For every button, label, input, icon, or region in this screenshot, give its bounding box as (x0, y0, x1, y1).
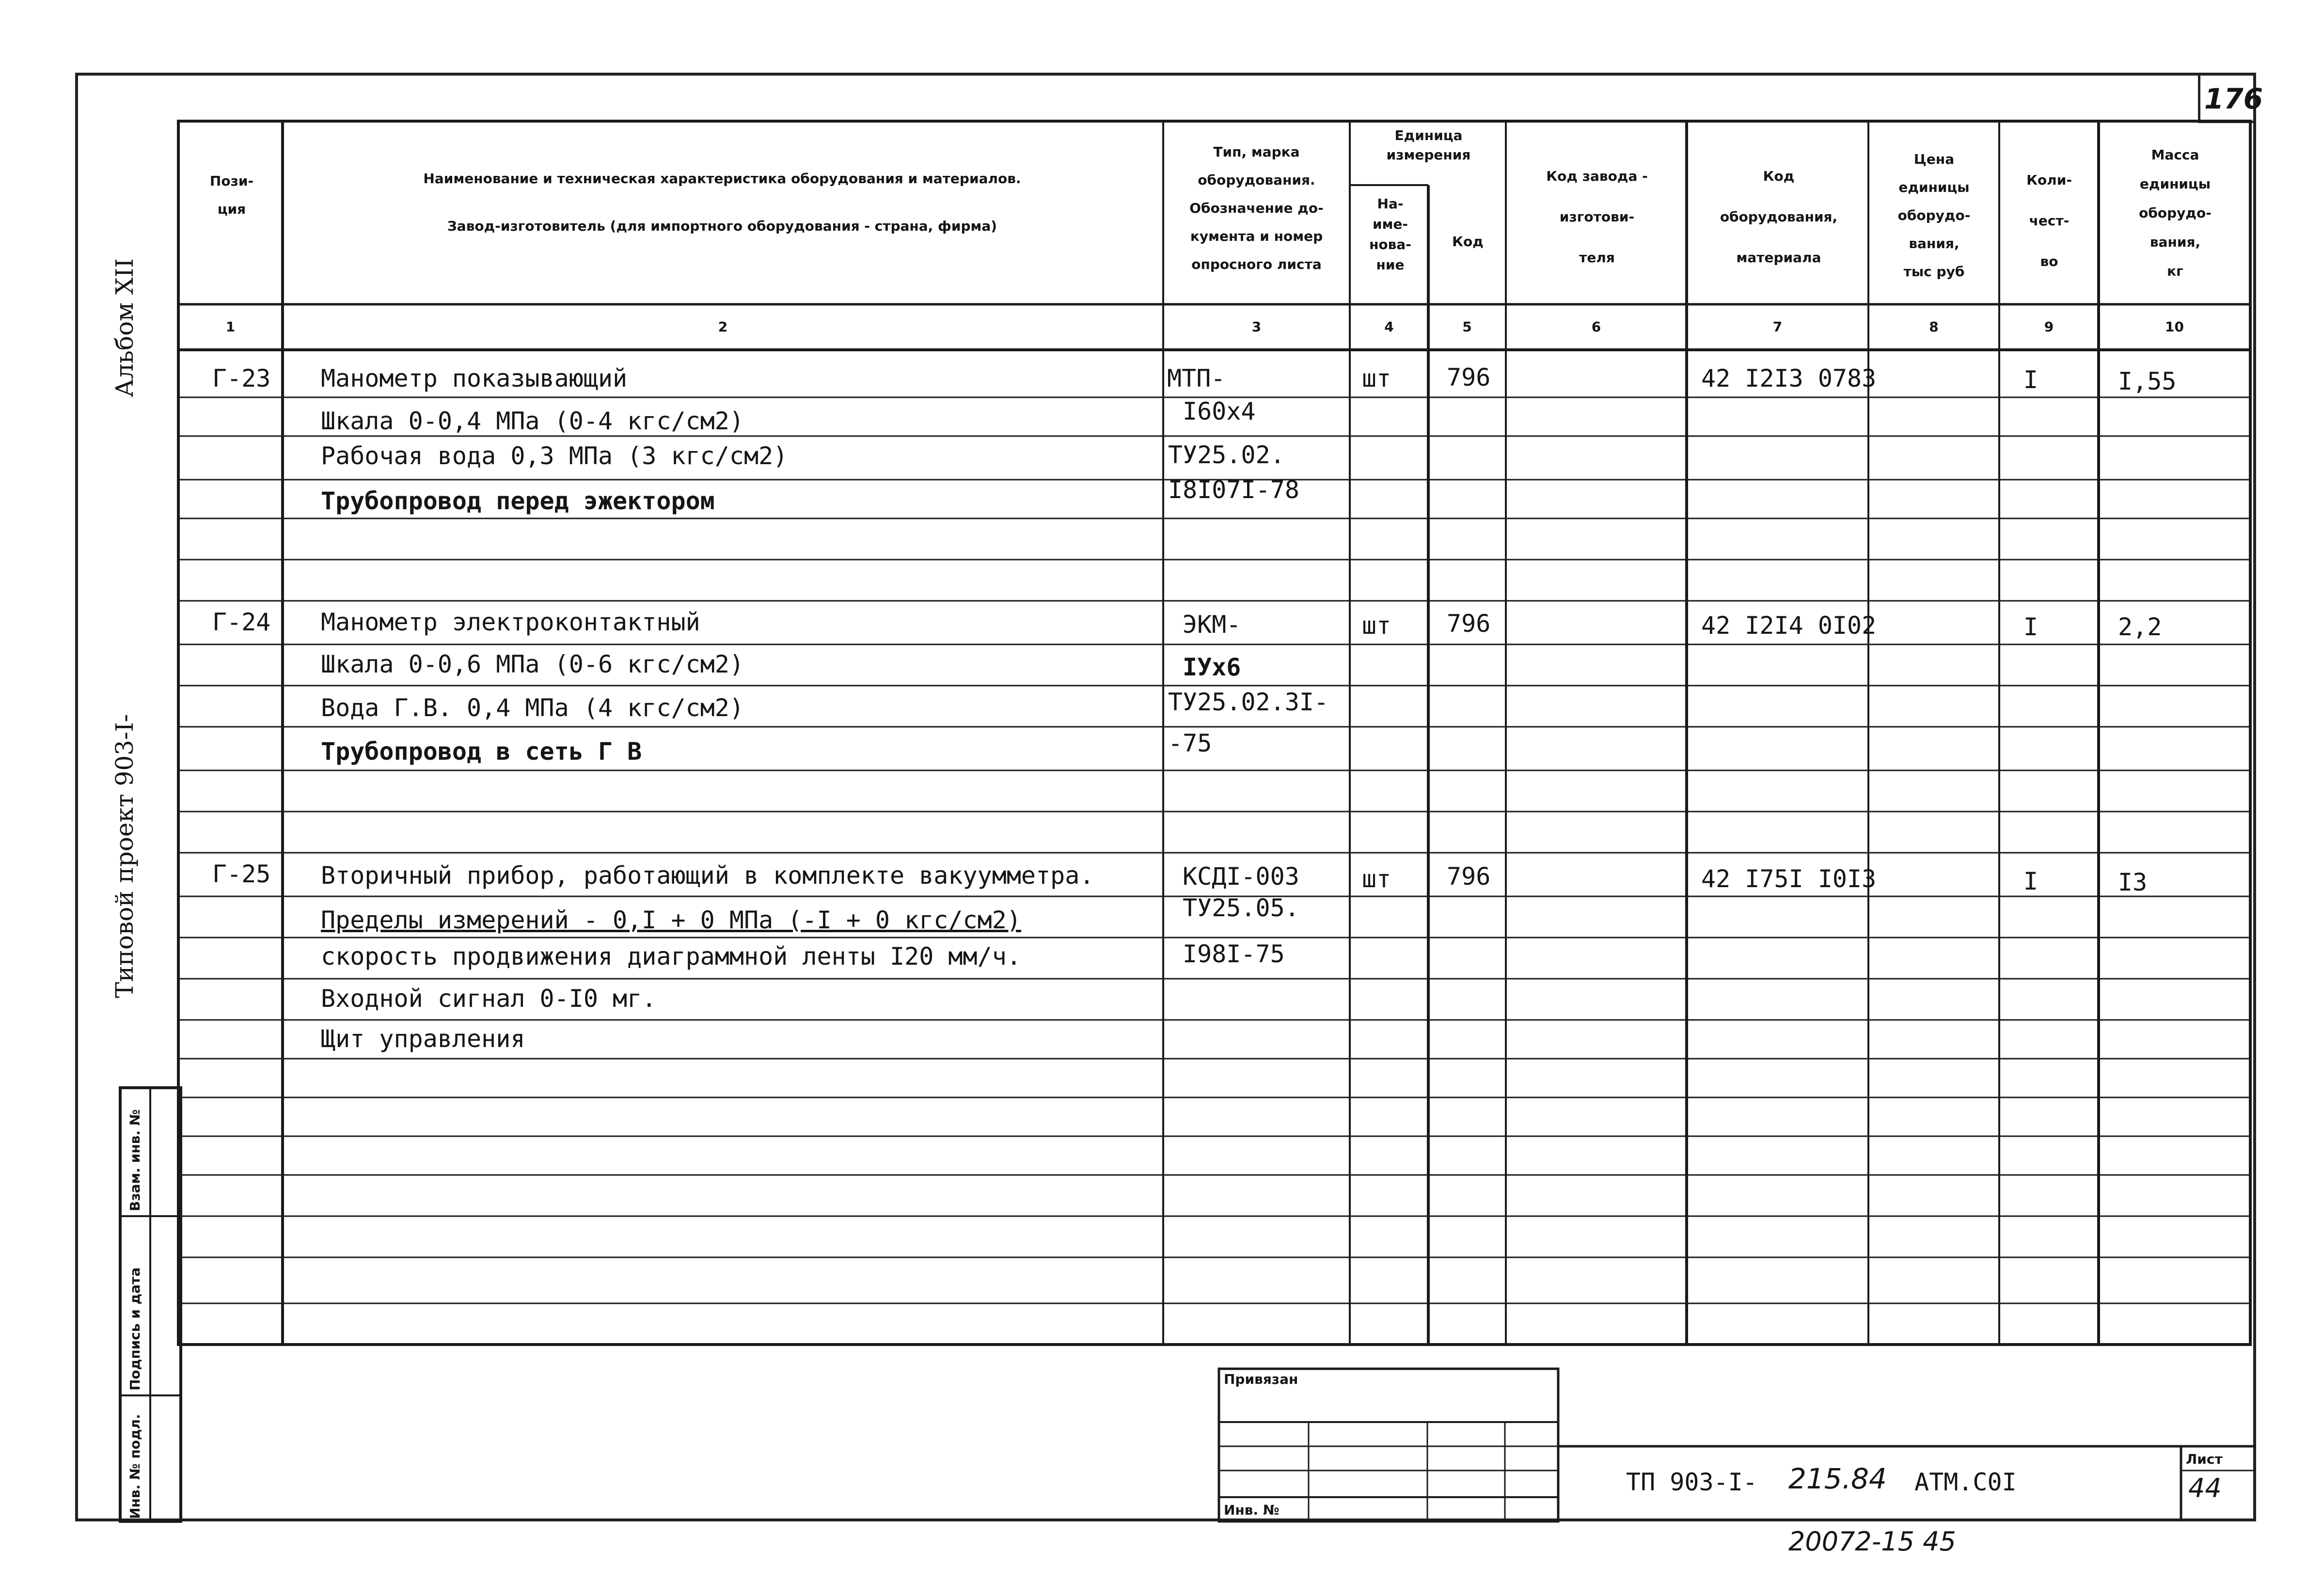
header-type: Тип, марка оборудования. Обозначение до- кумента и номер опросного листа (1189, 144, 1324, 272)
row-material-code: 42 I2I3 0783 (1701, 364, 1877, 392)
col-num: 7 (1772, 319, 1783, 335)
row-position: Г-24 (212, 608, 271, 636)
row-type: IУх6 (1183, 653, 1241, 681)
header-material-code: Код оборудования, материала (1720, 168, 1838, 266)
col-num: 9 (2044, 319, 2054, 335)
doc-mark: АТМ.С0I (1914, 1468, 2017, 1496)
col-num: 6 (1591, 319, 1601, 335)
col-num: 2 (718, 319, 728, 335)
stamp-vzam: Взам. инв. № (127, 1109, 143, 1211)
header-position: Пози- ция (209, 173, 254, 217)
col-num: 3 (1251, 319, 1262, 335)
row-position: Г-25 (212, 860, 271, 888)
row-code: 796 (1447, 862, 1491, 891)
row-type: I98I-75 (1183, 940, 1285, 968)
row-name: Вторичный прибор, работающий в комплекте вакуумметра. (321, 861, 1094, 890)
row-quantity: I (2023, 867, 2038, 895)
row-type: ТУ25.02.3I- (1168, 688, 1329, 716)
inv-no-label: Инв. № (1224, 1502, 1280, 1518)
row-mass: 2,2 (2118, 613, 2162, 641)
row-type: ТУ25.05. (1183, 894, 1299, 922)
row-material-code: 42 I2I4 0I02 (1701, 611, 1877, 640)
row-name: Щит управления (321, 1025, 525, 1053)
header-unit-name: На- име- нова- ние (1369, 196, 1411, 273)
header-unit-group: Единица измерения (1386, 127, 1471, 163)
row-name: Шкала 0-0,4 МПа (0-4 кгс/см2) (321, 407, 744, 435)
stamp-inv-podl: Инв. № подл. (127, 1414, 143, 1519)
header-name-line2: Завод-изготовитель (для импортного оборудования - страна, фирма) (447, 218, 997, 234)
row-name: Шкала 0-0,6 МПа (0-6 кгс/см2) (321, 650, 744, 678)
row-type: МТП- (1167, 364, 1226, 392)
album-label: Альбом XII (111, 258, 139, 397)
header-mass: Масса единицы оборудо- вания, кг (2139, 147, 2212, 279)
project-label: Типовой проект 903-I- (111, 714, 139, 998)
header-factory-code: Код завода - изготови- теля (1546, 168, 1648, 266)
row-type: I8I07I-78 (1168, 476, 1299, 504)
row-type: ЭКМ- (1183, 610, 1241, 639)
sheet-number: 176 (2204, 82, 2263, 115)
list-number: 44 (2188, 1473, 2222, 1503)
row-type: I60х4 (1183, 397, 1256, 425)
row-name: Входной сигнал 0-I0 мг. (321, 985, 657, 1013)
row-name: Манометр показывающий (321, 364, 628, 392)
row-name: Трубопровод в сеть Г В (321, 737, 642, 766)
row-quantity: I (2023, 613, 2038, 641)
list-label: Лист (2186, 1451, 2223, 1467)
row-mass: I3 (2118, 868, 2148, 896)
col-num: 1 (225, 319, 236, 335)
bottom-note: 20072-15 45 (1788, 1526, 1956, 1557)
col-num: 10 (2165, 319, 2184, 335)
col-num: 5 (1462, 319, 1472, 335)
row-unit: шт (1362, 611, 1391, 640)
header-name-line1: Наименование и техническая характеристика оборудования и материалов. (423, 171, 1021, 187)
doc-code-number: 215.84 (1788, 1462, 1887, 1495)
row-code: 796 (1447, 363, 1491, 391)
row-name: Пределы измерений - 0,I + 0 МПа (-I + 0 кгс/см2) (321, 906, 1021, 934)
row-mass: I,55 (2118, 367, 2177, 395)
row-type: ТУ25.02. (1168, 441, 1285, 469)
row-name: Рабочая вода 0,3 МПа (3 кгс/см2) (321, 442, 788, 470)
col-num: 8 (1929, 319, 1939, 335)
row-code: 796 (1447, 610, 1491, 638)
row-type: -75 (1168, 729, 1212, 757)
row-name: скорость продвижения диаграммной ленты I20 мм/ч. (321, 942, 1021, 970)
row-name: Манометр электроконтактный (321, 608, 700, 636)
stamp-podpis: Подпись и дата (127, 1267, 143, 1391)
privyazan-label: Привязан (1224, 1371, 1298, 1387)
doc-code-prefix: ТП 903-I- (1626, 1468, 1757, 1496)
row-name: Трубопровод перед эжектором (321, 487, 715, 515)
header-price: Цена единицы оборудо- вания, тыс руб (1897, 151, 1971, 280)
row-name: Вода Г.В. 0,4 МПа (4 кгс/см2) (321, 694, 744, 722)
row-quantity: I (2023, 366, 2038, 394)
header-quantity: Коли- чест- во (2026, 172, 2072, 269)
row-material-code: 42 I75I I0I3 (1701, 865, 1877, 893)
header-unit-code: Код (1452, 234, 1484, 250)
row-type: КСДI-003 (1183, 862, 1299, 891)
row-position: Г-23 (212, 364, 271, 392)
col-num: 4 (1384, 319, 1394, 335)
row-unit: шт (1362, 865, 1391, 893)
row-unit: шт (1362, 364, 1391, 392)
